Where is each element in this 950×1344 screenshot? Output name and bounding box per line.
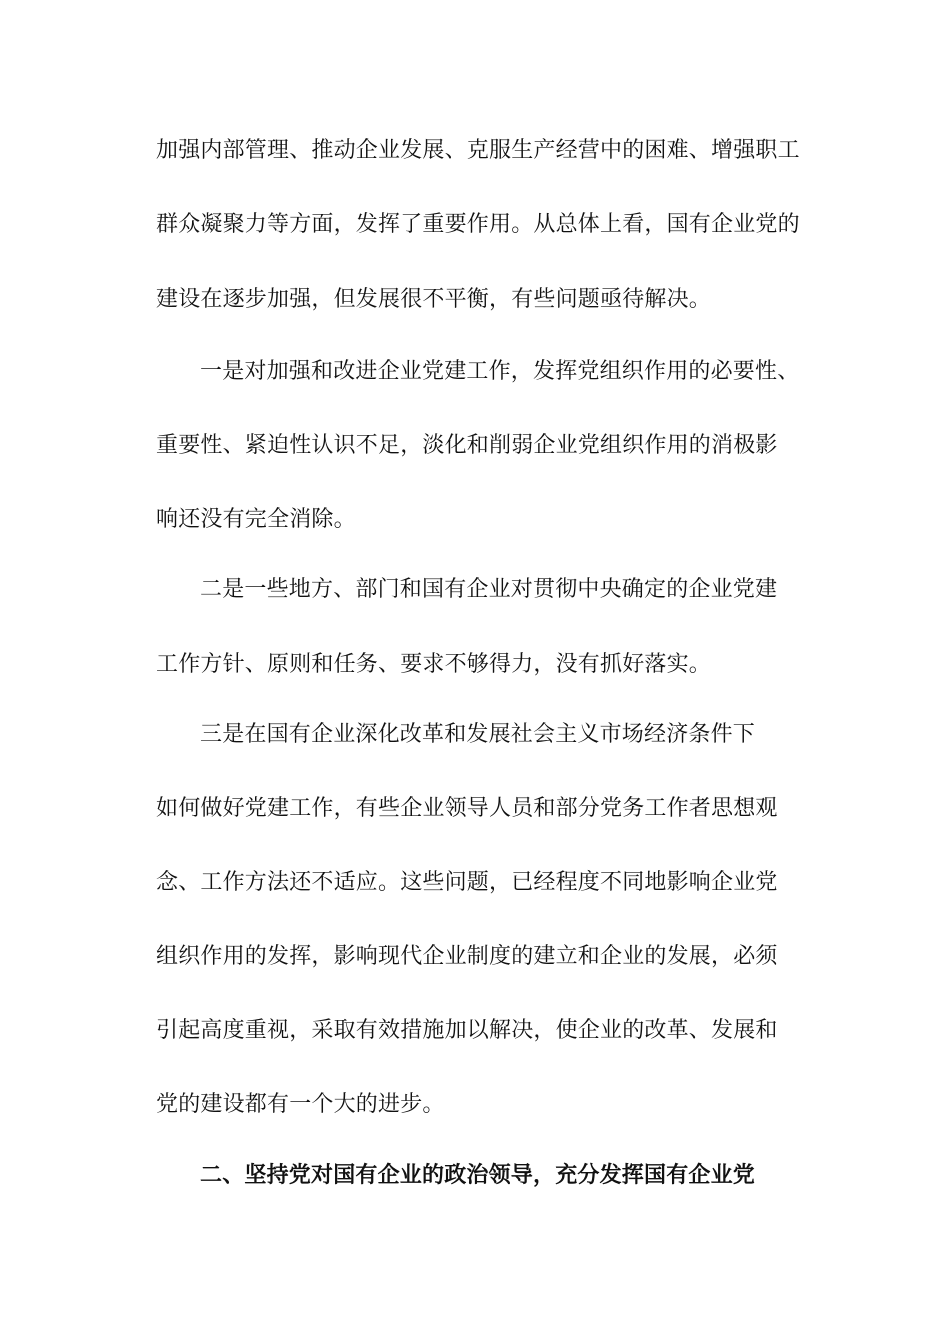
paragraph-line: 组织作用的发挥，影响现代企业制度的建立和企业的发展，必须 <box>156 944 778 969</box>
paragraph-line: 如何做好党建工作，有些企业领导人员和部分党务工作者思想观 <box>156 796 778 821</box>
paragraph-line: 响还没有完全消除。 <box>156 507 356 532</box>
paragraph-line: 一是对加强和改进企业党建工作，发挥党组织作用的必要性、 <box>200 359 800 384</box>
paragraph-line: 群众凝聚力等方面，发挥了重要作用。从总体上看，国有企业党的 <box>156 212 800 237</box>
paragraph-line: 二是一些地方、部门和国有企业对贯彻中央确定的企业党建 <box>200 577 778 602</box>
paragraph-line: 加强内部管理、推动企业发展、克服生产经营中的困难、增强职工 <box>156 138 800 163</box>
paragraph-line: 建设在逐步加强，但发展很不平衡，有些问题亟待解决。 <box>156 287 712 312</box>
paragraph-line: 党的建设都有一个大的进步。 <box>156 1092 445 1117</box>
paragraph-line: 工作方针、原则和任务、要求不够得力，没有抓好落实。 <box>156 652 712 677</box>
paragraph-line: 三是在国有企业深化改革和发展社会主义市场经济条件下 <box>200 722 756 747</box>
paragraph-line: 重要性、紧迫性认识不足，淡化和削弱企业党组织作用的消极影 <box>156 433 778 458</box>
section-heading: 二、坚持党对国有企业的政治领导，充分发挥国有企业党 <box>200 1162 756 1188</box>
paragraph-line: 念、工作方法还不适应。这些问题，已经程度不同地影响企业党 <box>156 870 778 895</box>
paragraph-line: 引起高度重视，采取有效措施加以解决，使企业的改革、发展和 <box>156 1018 778 1043</box>
